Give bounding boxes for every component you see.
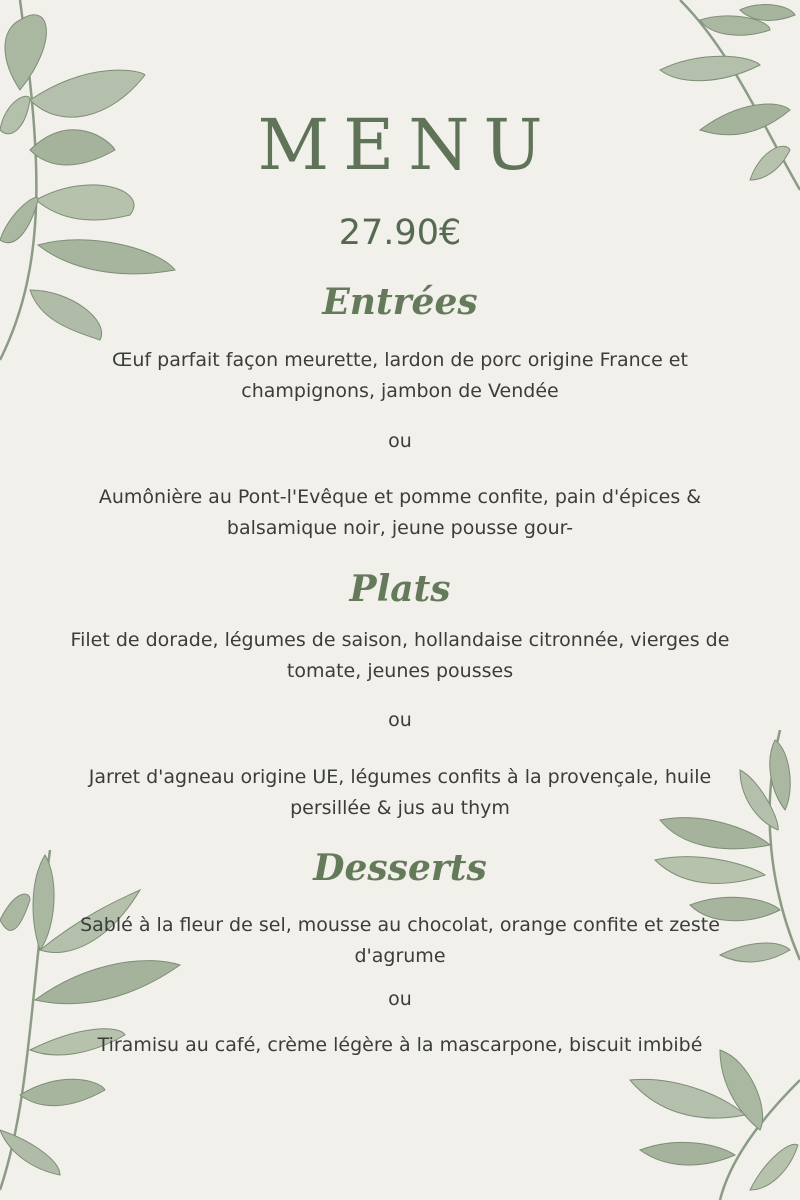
dish-entree-1: Œuf parfait façon meurette, lardon de porc origine France et champignons, jambon de Vendée xyxy=(112,349,688,402)
dish-plat-2: Jarret d'agneau origine UE, légumes confits à la provençale, huile persillée & jus au thym xyxy=(88,766,712,819)
leaf-branch-icon xyxy=(0,850,190,1200)
menu-title: MENU xyxy=(257,104,557,186)
section-heading-desserts: Desserts xyxy=(313,847,487,889)
menu-price: 27.90€ xyxy=(338,213,462,253)
leaf-branch-icon xyxy=(620,1040,800,1200)
section-heading-plats: Plats xyxy=(349,568,451,610)
or-separator: ou xyxy=(388,709,412,731)
dish-plat-1: Filet de dorade, légumes de saison, hollandaise citronnée, vierges de tomate, jeunes pousses xyxy=(70,629,730,682)
leaf-branch-icon xyxy=(0,0,200,400)
dish-entree-2: Aumônière au Pont-l'Evêque et pomme confite, pain d'épices & balsamique noir, jeune pousse gour- xyxy=(98,486,702,539)
or-separator: ou xyxy=(388,988,412,1010)
dish-dessert-1: Sablé à la fleur de sel, mousse au chocolat, orange confite et zeste d'agrume xyxy=(80,914,720,967)
or-separator: ou xyxy=(388,430,412,452)
section-heading-entrees: Entrées xyxy=(322,281,478,323)
dish-dessert-2: Tiramisu au café, crème légère à la mascarpone, biscuit imbibé xyxy=(97,1034,703,1056)
